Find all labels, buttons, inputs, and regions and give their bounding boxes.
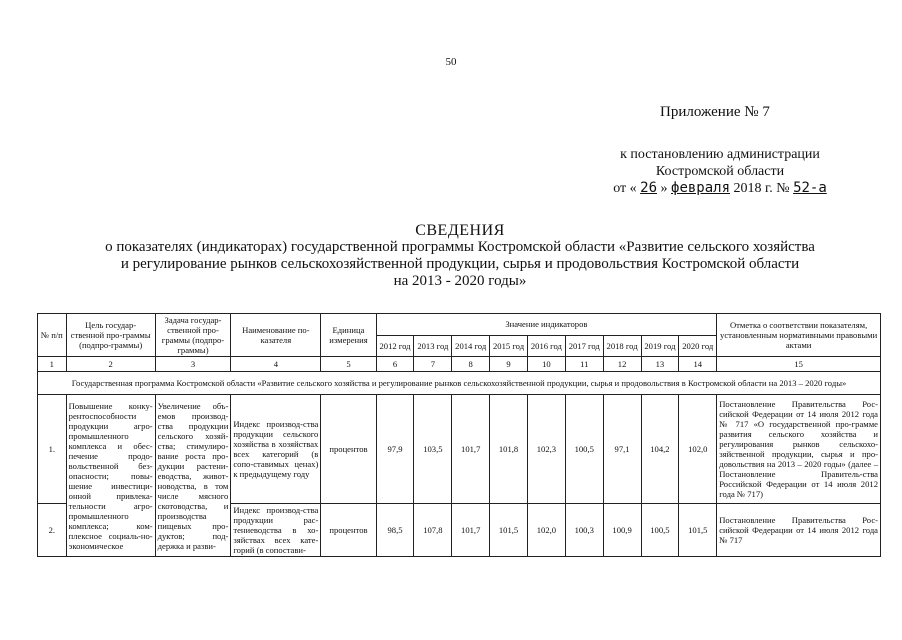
- column-number: 1: [38, 357, 67, 372]
- column-numbers-row: [38, 357, 881, 372]
- value-cell: 98,5: [376, 504, 414, 557]
- program-title-cell: Государственная программа Костромской области «Развитие сельского хозяйства и регулирование рынков сельскохозяйственной продукции, сырья и продовольствия в Костромской области на 2013 – 2020 годы»: [38, 372, 881, 395]
- note-cell: Постановление Правительства Рос-сийской Федерации от 14 июля 2012 года № 717: [717, 504, 881, 557]
- value-cell: 100,5: [641, 504, 679, 557]
- value-cell: 101,7: [452, 504, 490, 557]
- decree-line-2: Костромской области: [655, 164, 785, 179]
- header-year: 2019 год: [641, 335, 679, 357]
- decree-line-1: к постановлению администрации: [620, 147, 820, 162]
- row-number: 1.: [38, 395, 67, 504]
- decree-number: 52-а: [793, 180, 827, 196]
- value-cell: 102,0: [679, 395, 717, 504]
- column-number: 2: [66, 357, 155, 372]
- header-unit: Единица измерения: [321, 314, 376, 357]
- value-cell: 102,0: [527, 504, 565, 557]
- decree-date-mid: »: [660, 181, 668, 196]
- column-number: 4: [231, 357, 321, 372]
- column-number: 12: [603, 357, 641, 372]
- value-cell: 104,2: [641, 395, 679, 504]
- title-heading: СВЕДЕНИЯ: [415, 222, 505, 239]
- decree-reference: [560, 146, 880, 197]
- note-cell: Постановление Правительства Рос-сийской Федерации от 14 июля 2012 года № 717 «О государственной про-грамме развития сельского хозяйства и регулирования рынков сельскохо-зяйственной продукции, сырья и про-довольствия на 2013 – 2020 годы» (далее – Постановление Правитель-ства Российской Федерации от 14 июля 2012 года № 717): [717, 395, 881, 504]
- decree-year: 2018 г. №: [733, 181, 790, 196]
- header-year: 2012 год: [376, 335, 414, 357]
- decree-date-prefix: от «: [613, 181, 637, 196]
- column-number: 9: [490, 357, 528, 372]
- header-row-1: [38, 314, 881, 336]
- column-number: 11: [565, 357, 603, 372]
- table-row: [38, 395, 881, 504]
- header-goal: Цель государ-ственной про-граммы (подпро-граммы): [66, 314, 155, 357]
- decree-date-line: [560, 180, 880, 197]
- title-line-3: на 2013 - 2020 годы»: [393, 273, 527, 289]
- column-number: 3: [155, 357, 231, 372]
- value-cell: 103,5: [414, 395, 452, 504]
- value-cell: 101,7: [452, 395, 490, 504]
- indicator-cell: Индекс производ-ства продукции рас-тениеводства в хо-зяйствах всех кате-горий (в сопостави-: [231, 504, 321, 557]
- page-number: 50: [445, 56, 457, 68]
- column-number: 14: [679, 357, 717, 372]
- value-cell: 97,9: [376, 395, 414, 504]
- header-indicator: Наименование по-казателя: [231, 314, 321, 357]
- program-row: [38, 372, 881, 395]
- header-year: 2018 год: [603, 335, 641, 357]
- task-cell: Увеличение объ-емов производ-ства продукции сельского хозяй-ства; стимулиро-вание роста про-дукции растени-еводства, живот-новодства, в том числе мясного скотоводства, и производства пищевых про-дуктов; под-держка и разви-: [155, 395, 231, 557]
- column-number: 6: [376, 357, 414, 372]
- header-values-group: Значение индикаторов: [376, 314, 717, 336]
- indicator-cell: Индекс производ-ства продукции сельского хозяйства в хозяйствах всех категорий (в сопо-ставимых ценах) к предыдущему году: [231, 395, 321, 504]
- decree-day: 26: [640, 180, 658, 196]
- value-cell: 107,8: [414, 504, 452, 557]
- header-num: № п/п: [38, 314, 67, 357]
- header-task: Задача государ-ственной про-граммы (подпро-граммы): [155, 314, 231, 357]
- header-year: 2014 год: [452, 335, 490, 357]
- value-cell: 100,9: [603, 504, 641, 557]
- header-note: Отметка о соответствии показателям, установленным нормативными правовыми актами: [717, 314, 881, 357]
- column-number: 7: [414, 357, 452, 372]
- column-number: 13: [641, 357, 679, 372]
- header-year: 2016 год: [527, 335, 565, 357]
- header-year: 2013 год: [414, 335, 452, 357]
- column-number: 8: [452, 357, 490, 372]
- decree-month: февраля: [671, 180, 731, 196]
- header-year: 2017 год: [565, 335, 603, 357]
- value-cell: 97,1: [603, 395, 641, 504]
- document-title: [0, 222, 902, 290]
- unit-cell: процентов: [321, 504, 376, 557]
- column-number: 15: [717, 357, 881, 372]
- indicators-table: [37, 313, 881, 557]
- value-cell: 100,3: [565, 504, 603, 557]
- title-line-1: о показателях (индикаторах) государственной программы Костромской области «Развитие сельского хозяйства: [105, 239, 815, 255]
- value-cell: 100,5: [565, 395, 603, 504]
- value-cell: 101,5: [679, 504, 717, 557]
- row-number: 2.: [38, 504, 67, 557]
- column-number: 10: [527, 357, 565, 372]
- value-cell: 102,3: [527, 395, 565, 504]
- header-year: 2015 год: [490, 335, 528, 357]
- column-number: 5: [321, 357, 376, 372]
- appendix-label: Приложение № 7: [660, 104, 770, 120]
- value-cell: 101,8: [490, 395, 528, 504]
- unit-cell: процентов: [321, 395, 376, 504]
- value-cell: 101,5: [490, 504, 528, 557]
- title-line-2: и регулирование рынков сельскохозяйственной продукции, сырья и продовольствия Костромской области: [120, 256, 800, 272]
- goal-cell: Повышение конку-рентоспособности продукции агро-промышленного комплекса и обес-печение продо-вольственной без-опасности; повы-шение инвестици-онной привлека-тельности агро-промышленного комплекса; ком-плексное социаль-но-экономическое: [66, 395, 155, 557]
- header-year: 2020 год: [679, 335, 717, 357]
